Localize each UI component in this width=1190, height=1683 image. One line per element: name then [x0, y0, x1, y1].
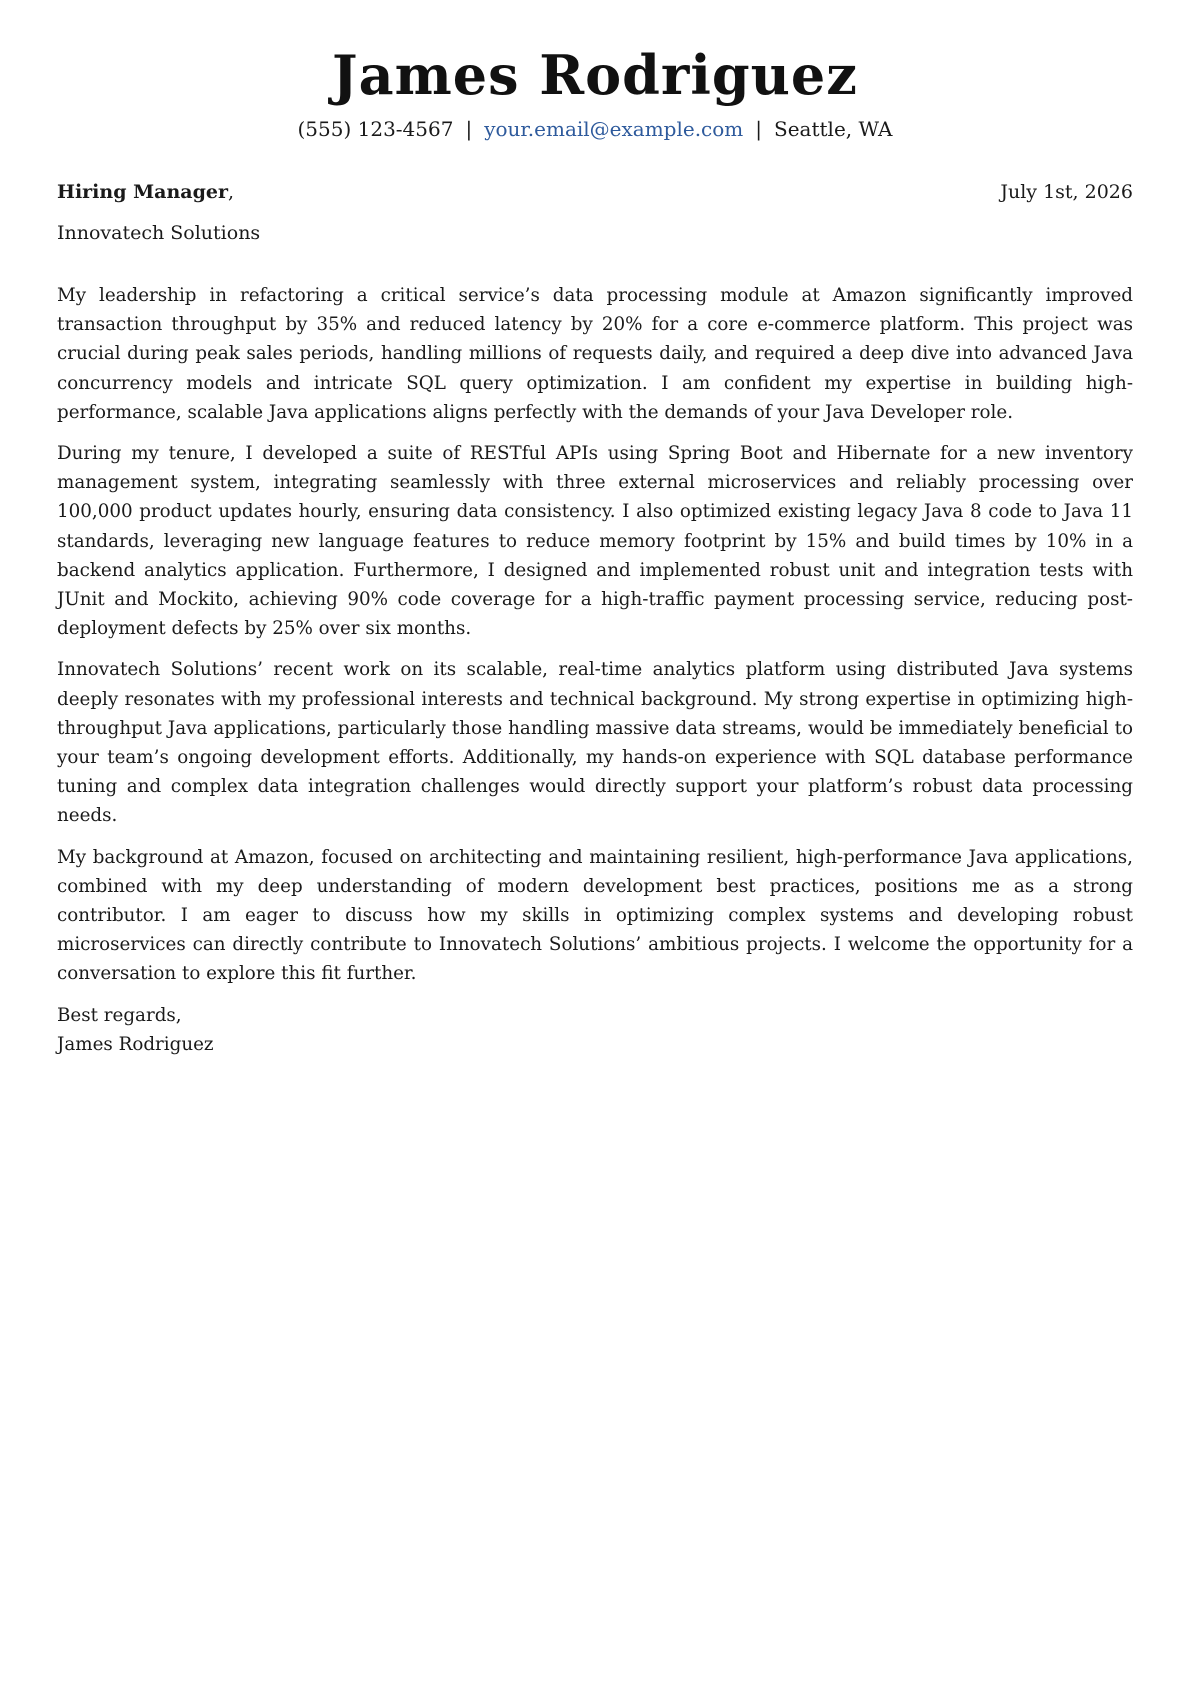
recipient-company: Innovatech Solutions	[57, 222, 261, 244]
applicant-name: James Rodriguez	[332, 43, 858, 107]
paragraph-intro: My leadership in refactoring a critical service’s data processing module at Amazon significantly improved transaction throughput by 35% and reduced latency by 20% for a core e-commerce platform. This project was crucial during peak sales periods, handling millions of requests daily, and required a deep dive into advanced Java concurrency models and intricate SQL query optimization. I am confident my expertise in building high-performance, scalable Java applications aligns perfectly with the demands of your Java Developer role.	[57, 285, 1133, 423]
location: Seattle, WA	[774, 117, 893, 141]
contact-separator: |	[755, 117, 763, 141]
closing-block	[57, 1001, 1133, 1059]
paragraph-company-fit: Innovatech Solutions’ recent work on its scalable, real-time analytics platform using distributed Java systems deeply resonates with my professional interests and technical background. My strong expertise in optimizing high-throughput Java applications, particularly those handling massive data streams, would be immediately beneficial to your team’s ongoing development efforts. Additionally, my hands-on experience with SQL database performance tuning and complex data integration challenges would directly support your platform’s robust data processing needs.	[57, 659, 1133, 827]
letter-date: July 1st, 2026	[1000, 181, 1133, 203]
closing-signature: James Rodriguez	[57, 1033, 214, 1055]
paragraph-experience: During my tenure, I developed a suite of RESTful APIs using Spring Boot and Hibernate for a new inventory management system, integrating seamlessly with three external microservices and reliably processing over 100,000 product updates hourly, ensuring data consistency. I also optimized existing legacy Java 8 code to Java 11 standards, leveraging new language features to reduce memory footprint by 15% and build times by 10% in a backend analytics application. Furthermore, I designed and implemented robust unit and integration tests with JUnit and Mockito, achieving 90% code coverage for a high-traffic payment processing service, reducing post-deployment defects by 25% over six months.	[57, 443, 1133, 640]
contact-line	[57, 114, 1133, 144]
recipient-name: Hiring Manager	[57, 181, 228, 203]
phone-number: (555) 123-4567	[297, 117, 454, 141]
recipient-comma: ,	[227, 181, 235, 203]
closing-salutation: Best regards,	[57, 1004, 182, 1026]
recipient-row	[57, 178, 1133, 206]
email-link[interactable]: your.email@example.com	[484, 117, 744, 141]
contact-separator: |	[465, 117, 473, 141]
letter-body	[57, 281, 1133, 1059]
paragraph-conclusion: My background at Amazon, focused on architecting and maintaining resilient, high-performance Java applications, combined with my deep understanding of modern development best practices, positions me as a strong contributor. I am eager to discuss how my skills in optimizing complex systems and developing robust microservices can directly contribute to Innovatech Solutions’ ambitious projects. I welcome the opportunity for a conversation to explore this fit further.	[57, 846, 1133, 985]
